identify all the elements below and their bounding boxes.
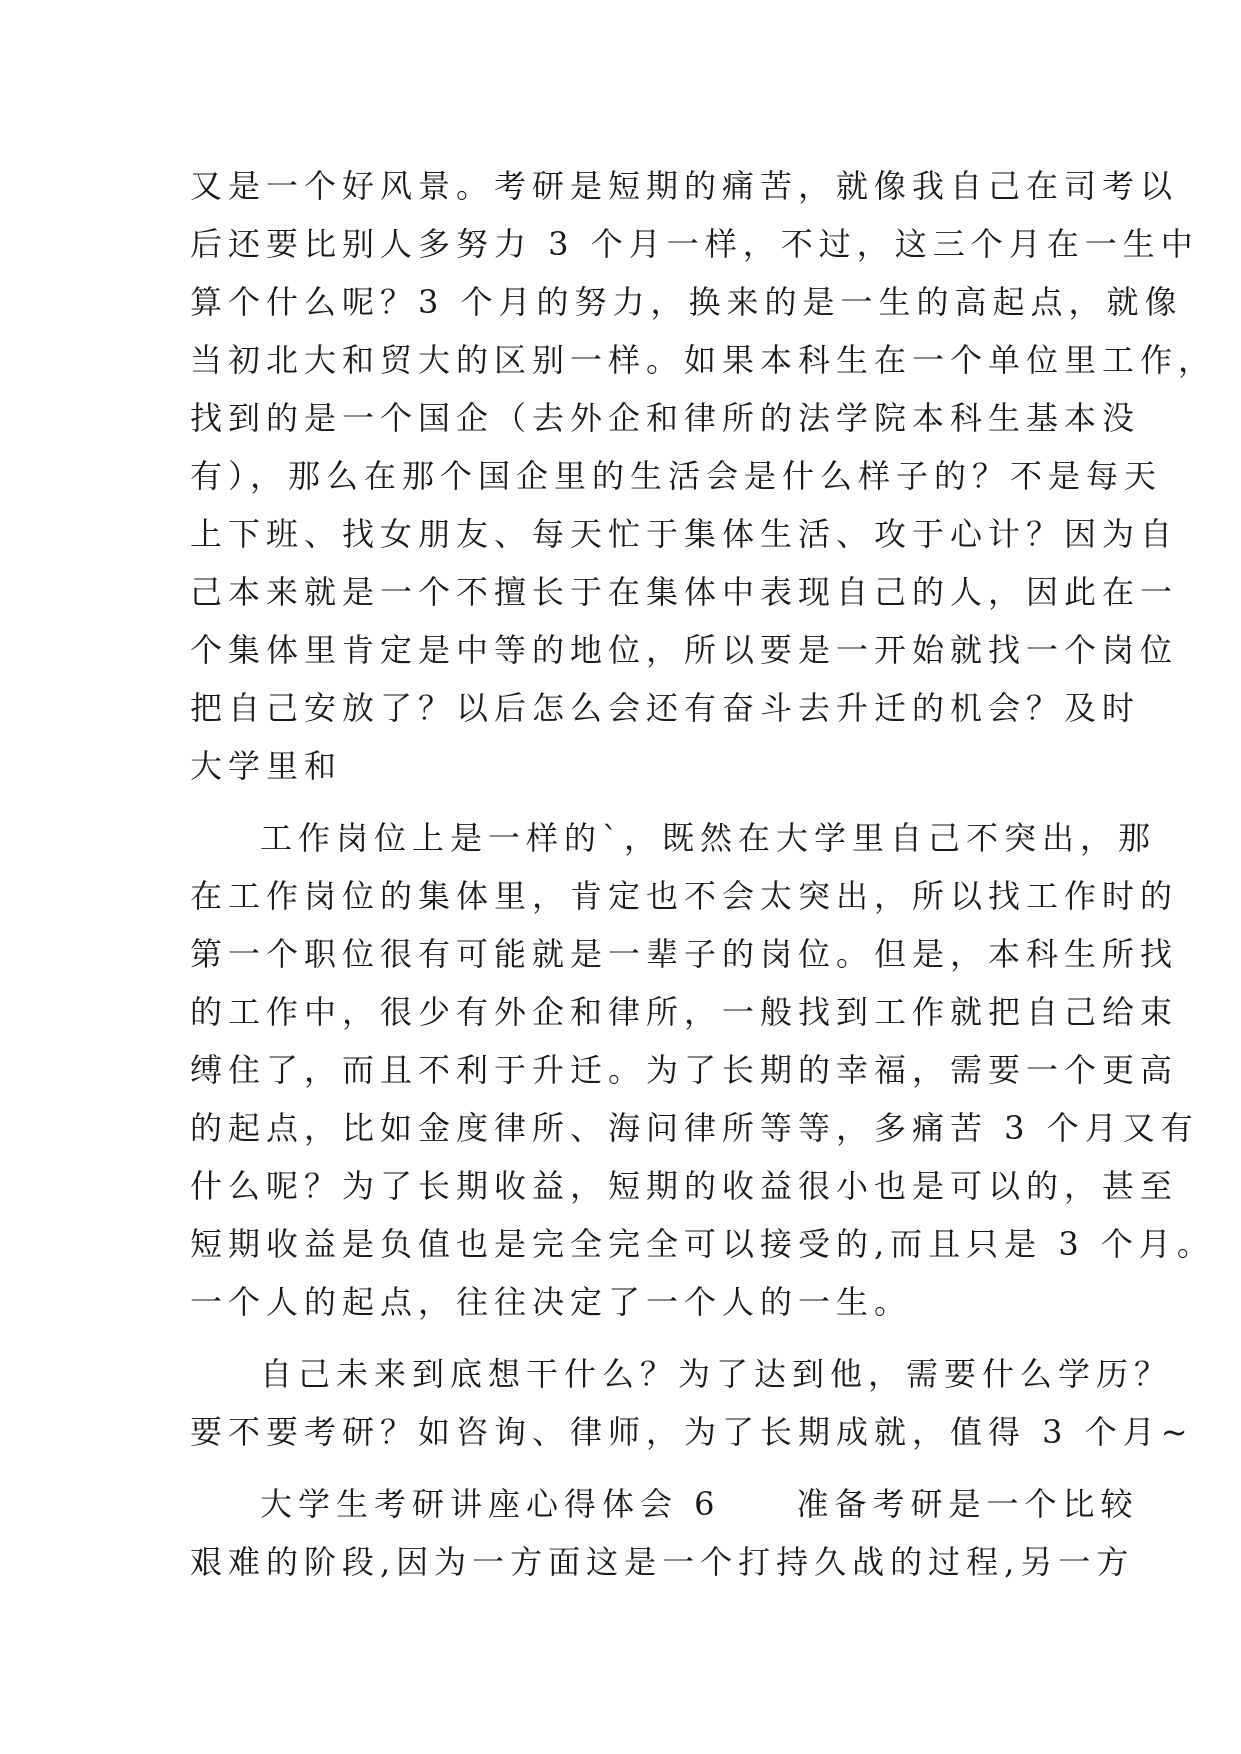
text-line: 大学里和 [190,747,343,785]
text-line: 当初北大和贸大的区别一样。如果本科生在一个单位里工作， [190,341,1217,379]
text-line: 的起点，比如金度律所、海问律所等等，多痛苦 3 个月又有 [190,1109,1199,1147]
text-line: 己本来就是一个不擅长于在集体中表现自己的人，因此在一 [190,573,1179,611]
text-line: 要不要考研？如咨询、律师，为了长期成就，值得 3 个月~ [190,1413,1194,1451]
text-line: 缚住了，而且不利于升迁。为了长期的幸福，需要一个更高 [190,1051,1179,1089]
text-line: 在工作岗位的集体里，肯定也不会太突出，所以找工作时的 [190,877,1179,915]
text-line: 第一个职位很有可能就是一辈子的岗位。但是，本科生所找 [190,935,1179,973]
text-line: 自己未来到底想干什么？为了达到他，需要什么学历？ [260,1355,1173,1393]
text-line: 个集体里肯定是中等的地位，所以要是一开始就找一个岗位 [190,631,1179,669]
paragraph-4 [190,1475,1139,1591]
text-line: 一个人的起点，往往决定了一个人的一生。 [190,1283,913,1321]
text-line: 短期收益是负值也是完全完全可以接受的,而且只是 3 个月。 [190,1225,1215,1263]
text-line: 上下班、找女朋友、每天忙于集体生活、攻于心计？因为自 [190,515,1179,553]
paragraph-1 [190,157,1217,795]
text-line: 有），那么在那个国企里的生活会是什么样子的？不是每天 [190,457,1163,495]
paragraph-2 [190,809,1215,1331]
text-line: 工作岗位上是一样的`，既然在大学里自己不突出，那 [260,819,1157,857]
text-line: 把自己安放了？以后怎么会还有奋斗去升迁的机会？及时 [190,689,1141,727]
text-line: 又是一个好风景。考研是短期的痛苦，就像我自己在司考以 [190,167,1179,205]
paragraph-3 [190,1345,1194,1461]
text-line: 后还要比别人多努力 3 个月一样，不过，这三个月在一生中 [190,225,1199,263]
text-line: 大学生考研讲座心得体会 6 准备考研是一个比较 [260,1485,1139,1523]
document-body [190,157,1217,1591]
text-line: 的工作中，很少有外企和律所，一般找到工作就把自己给束 [190,993,1179,1031]
text-line: 找到的是一个国企（去外企和律所的法学院本科生基本没 [190,399,1141,437]
text-line: 什么呢？为了长期收益，短期的收益很小也是可以的，甚至 [190,1167,1179,1205]
text-line: 艰难的阶段,因为一方面这是一个打持久战的过程,另一方 [190,1543,1135,1581]
text-line: 算个什么呢？3 个月的努力，换来的是一生的高起点，就像 [190,283,1183,321]
